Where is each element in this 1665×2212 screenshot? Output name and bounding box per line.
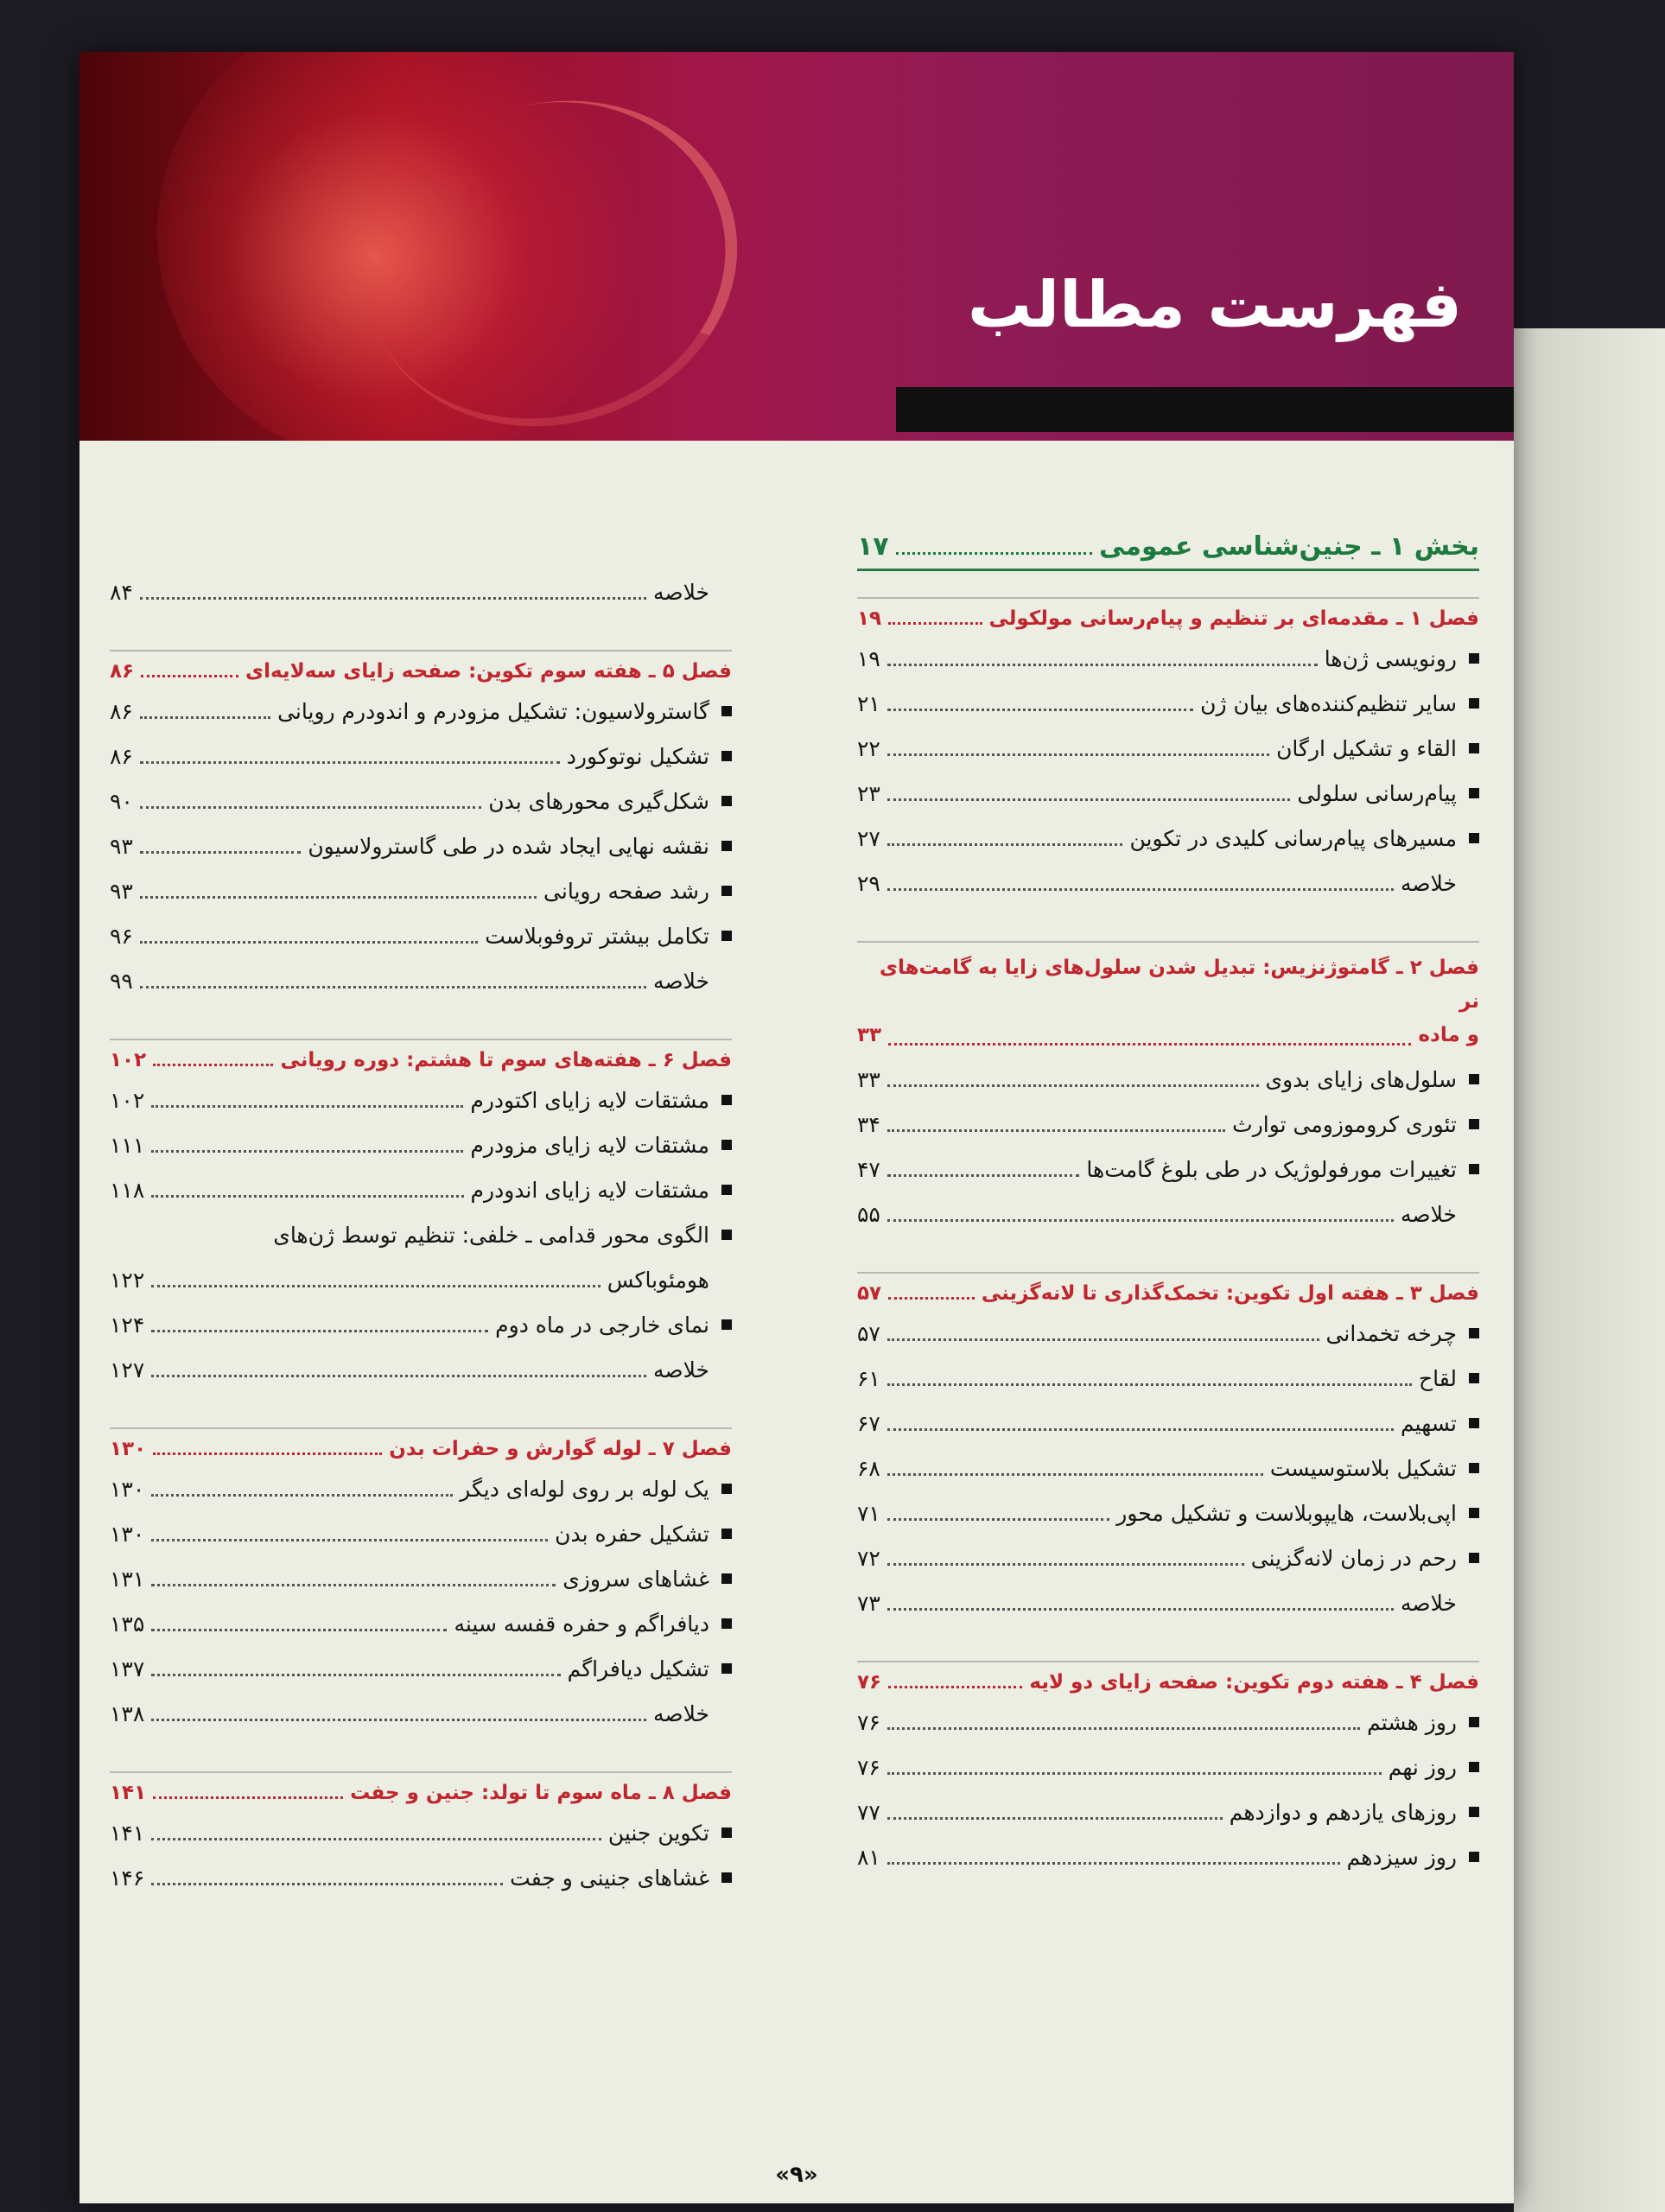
bullet-icon (721, 751, 732, 761)
dot-leader (140, 716, 270, 719)
entry-label: نقشه نهایی ایجاد شده در طی گاسترولاسیون (308, 834, 709, 859)
toc-entry (110, 690, 732, 734)
bullet-icon (721, 1827, 732, 1838)
entry-label: روزهای یازدهم و دوازدهم (1229, 1800, 1457, 1826)
chapter-heading (857, 1272, 1479, 1306)
toc-entry (110, 914, 732, 959)
dot-leader (151, 1285, 600, 1287)
entry-page: ۶۱ (857, 1366, 880, 1392)
bullet-icon (721, 1484, 732, 1494)
dot-leader (151, 1195, 463, 1198)
dot-leader (887, 1862, 1340, 1865)
entry-page: ۴۷ (857, 1157, 880, 1183)
entry-page: ۱۴۶ (110, 1866, 145, 1891)
dot-leader (888, 622, 982, 625)
entry-label: مسیرهای پیام‌رسانی کلیدی در تکوین (1129, 826, 1457, 851)
part-title: بخش ۱ ـ جنین‌شناسی عمومی (1099, 531, 1479, 562)
entry-page: ۸۱ (857, 1845, 880, 1871)
entry-label: خلاصه (652, 580, 709, 605)
toc-entry (857, 727, 1479, 772)
chapter-title-tail (857, 1019, 1479, 1052)
chapter-page: ۱۰۲ (110, 1049, 147, 1071)
entry-label: چرخه تخمدانی (1325, 1321, 1457, 1347)
dot-leader (140, 597, 646, 600)
entry-page: ۲۲ (857, 736, 880, 761)
toc-entry (857, 1491, 1479, 1536)
chapter-title-continued: و ماده (1418, 1024, 1479, 1047)
chapter-page: ۱۹ (857, 607, 882, 630)
chapter-heading (857, 597, 1479, 632)
dot-leader (887, 1219, 1394, 1222)
entry-label: تسهیم (1401, 1411, 1457, 1437)
bullet-icon (721, 1663, 732, 1674)
entry-label: مشتقات لایه زایای اندودرم (470, 1178, 709, 1203)
dot-leader (887, 1608, 1394, 1611)
toc-entry (110, 1557, 732, 1602)
bullet-icon (1469, 698, 1479, 709)
entry-label: مشتقات لایه زایای اکتودرم (470, 1088, 709, 1113)
toc-entry (110, 779, 732, 824)
entry-page: ۹۹ (110, 969, 133, 994)
entry-page: ۱۳۵ (110, 1611, 145, 1637)
entry-page: ۱۲۷ (110, 1357, 145, 1382)
entry-label: خلاصه (1400, 1591, 1457, 1617)
toc-entry (110, 824, 732, 869)
toc-entry (110, 1467, 732, 1512)
dot-leader (151, 1838, 601, 1840)
bullet-icon (721, 886, 732, 896)
dot-leader (153, 1064, 273, 1066)
entry-label: القاء و تشکیل ارگان (1276, 736, 1457, 761)
dot-leader (153, 1452, 382, 1455)
dot-leader (887, 1817, 1223, 1820)
entry-label: یک لوله بر روی لوله‌ای دیگر (460, 1477, 709, 1502)
bullet-icon (721, 841, 732, 851)
bullet-icon (721, 931, 732, 941)
entry-page: ۹۰ (110, 789, 133, 814)
chapter-title: فصل ۶ ـ هفته‌های سوم تا هشتم: دوره رویانی (280, 1049, 732, 1071)
toc-entry (110, 1213, 732, 1303)
page-number: «۹» (775, 2162, 818, 2188)
part-page: ۱۷ (857, 531, 889, 562)
dot-leader (887, 1174, 1080, 1177)
toc-entry (110, 734, 732, 779)
dot-leader (153, 1796, 343, 1799)
toc-entry (110, 1602, 732, 1647)
dot-leader (151, 1584, 556, 1586)
bullet-icon (721, 1319, 732, 1330)
toc-right-column (857, 531, 1479, 1880)
entry-page: ۱۳۷ (110, 1656, 145, 1681)
dot-leader (887, 1473, 1263, 1476)
entry-label: خلاصه (652, 969, 709, 994)
bullet-icon (721, 1618, 732, 1629)
toc-entry (110, 1856, 732, 1901)
dot-leader (140, 851, 301, 854)
header-accent-bar (896, 387, 1514, 432)
chapter-page: ۵۷ (857, 1282, 882, 1306)
entry-page: ۷۲ (857, 1546, 880, 1572)
entry-label: دیافراگم و حفره قفسه سینه (454, 1611, 709, 1637)
dot-leader (887, 1772, 1382, 1775)
dot-leader (887, 664, 1318, 666)
entry-page: ۲۹ (857, 871, 880, 896)
dot-leader (888, 1019, 1411, 1046)
dot-leader (140, 761, 560, 764)
chapter-title: فصل ۳ ـ هفته اول تکوین: تخمک‌گذاری تا لانه‌گزینی (981, 1282, 1479, 1306)
dot-leader (140, 941, 478, 944)
bullet-icon (1469, 1717, 1479, 1727)
toc-entry (857, 772, 1479, 817)
entry-label: پیام‌رسانی سلولی (1297, 781, 1457, 806)
toc-entry (857, 1446, 1479, 1491)
entry-label: روز سیزدهم (1346, 1845, 1457, 1871)
toc-entry (857, 1058, 1479, 1103)
entry-page: ۱۱۱ (110, 1133, 145, 1158)
entry-label: شکل‌گیری محورهای بدن (488, 789, 709, 814)
entry-page: ۱۹ (857, 646, 880, 671)
entry-page: ۶۸ (857, 1456, 880, 1482)
entry-label: مشتقات لایه زایای مزودرم (470, 1133, 709, 1158)
bullet-icon (1469, 1807, 1479, 1817)
dot-leader (887, 1129, 1225, 1132)
entry-page: ۱۳۰ (110, 1522, 145, 1547)
toc-entry (857, 637, 1479, 682)
summary-entry (857, 861, 1479, 906)
entry-page: ۲۳ (857, 781, 880, 806)
toc-entry (857, 1312, 1479, 1357)
entry-label: الگوی محور قدامی ـ خلفی: تنظیم توسط ژن‌های (273, 1223, 709, 1248)
toc-entry (857, 682, 1479, 727)
dot-leader (887, 1563, 1244, 1566)
dot-leader (151, 1539, 548, 1541)
dot-leader (140, 986, 646, 988)
entry-label: روز نهم (1388, 1755, 1457, 1781)
entry-label: تشکیل حفره بدن (555, 1522, 709, 1547)
entry-label: تغییرات مورفولوژیک در طی بلوغ گامت‌ها (1086, 1157, 1457, 1183)
bullet-icon (721, 1872, 732, 1883)
chapter-title: فصل ۱ ـ مقدمه‌ای بر تنظیم و پیام‌رسانی مولکولی (988, 607, 1479, 630)
dot-leader (887, 1518, 1109, 1521)
bullet-icon (1469, 743, 1479, 753)
chapter-page: ۱۴۱ (110, 1782, 147, 1804)
chapter-title: فصل ۴ ـ هفته دوم تکوین: صفحه زایای دو لایه (1029, 1671, 1479, 1694)
toc-entry (857, 1745, 1479, 1790)
entry-page: ۵۵ (857, 1202, 880, 1228)
entry-label: غشاهای سروزی (562, 1567, 709, 1592)
summary-entry (110, 570, 732, 615)
toc-entry (110, 1303, 732, 1348)
entry-label: غشاهای جنینی و جفت (510, 1866, 709, 1891)
dot-leader (151, 1674, 560, 1676)
entry-label-continued: هومئوباکس (607, 1268, 709, 1293)
chapter-page: ۸۶ (110, 660, 135, 683)
chapter-title: فصل ۷ ـ لوله گوارش و حفرات بدن (389, 1438, 732, 1460)
dot-leader (151, 1330, 488, 1332)
entry-label: رشد صفحه رویانی (543, 879, 709, 904)
chapter-page: ۷۶ (857, 1671, 882, 1694)
bullet-icon (1469, 1119, 1479, 1129)
dot-leader (151, 1105, 463, 1108)
bullet-icon (1469, 1508, 1479, 1518)
entry-page: ۱۳۱ (110, 1567, 145, 1592)
entry-page: ۷۶ (857, 1755, 880, 1781)
entry-label: رونویسی ژن‌ها (1324, 646, 1457, 671)
bullet-icon (721, 1230, 732, 1240)
dot-leader (151, 1629, 447, 1631)
entry-label: خلاصه (652, 1357, 709, 1382)
dot-leader (887, 1428, 1394, 1431)
part-heading (857, 531, 1479, 571)
entry-label: تکوین جنین (607, 1821, 709, 1846)
entry-page: ۹۳ (110, 879, 133, 904)
toc-page (79, 52, 1514, 2203)
entry-line (110, 1213, 732, 1258)
entry-page: ۳۴ (857, 1112, 880, 1138)
bullet-icon (721, 1140, 732, 1150)
entry-line (110, 1258, 732, 1303)
entry-label: لقاح (1418, 1366, 1457, 1392)
toc-left-column (110, 570, 732, 1901)
chapter-heading (110, 1039, 732, 1073)
summary-entry (857, 1192, 1479, 1237)
bullet-icon (1469, 788, 1479, 798)
chapter-heading (110, 1771, 732, 1806)
chapter-title: فصل ۵ ـ هفته سوم تکوین: صفحه زایای سه‌لایه‌ای (245, 660, 732, 683)
entry-page: ۵۷ (857, 1321, 880, 1347)
entry-page: ۳۳ (857, 1067, 880, 1093)
toc-entry (857, 1103, 1479, 1147)
entry-page: ۹۶ (110, 924, 133, 949)
bullet-icon (721, 1529, 732, 1539)
toc-entry (110, 1168, 732, 1213)
toc-entry (857, 1835, 1479, 1880)
entry-label: خلاصه (1400, 871, 1457, 896)
entry-label: سایر تنظیم‌کننده‌های بیان ژن (1200, 691, 1457, 716)
header-banner (79, 52, 1514, 441)
bullet-icon (1469, 1852, 1479, 1862)
entry-label: روز هشتم (1367, 1710, 1457, 1736)
entry-label: تشکیل دیافراگم (567, 1656, 709, 1681)
dot-leader (151, 1494, 453, 1497)
entry-page: ۱۲۴ (110, 1313, 145, 1338)
chapter-title: فصل ۲ ـ گامتوژنزیس: تبدیل شدن سلول‌های زایا به گامت‌های نر (879, 957, 1479, 1014)
page-title: فهرست مطالب (967, 268, 1462, 342)
toc-entry (857, 1402, 1479, 1446)
entry-page: ۲۷ (857, 826, 880, 851)
bullet-icon (721, 706, 732, 716)
bullet-icon (721, 1095, 732, 1105)
entry-page: ۱۱۸ (110, 1178, 145, 1203)
dot-leader (151, 1375, 646, 1377)
dot-leader (887, 1338, 1319, 1341)
dot-leader (896, 552, 1092, 555)
bullet-icon (1469, 653, 1479, 664)
chapter-page: ۳۳ (857, 1024, 882, 1047)
toc-entry (110, 1123, 732, 1168)
bullet-icon (1469, 1373, 1479, 1383)
toc-entry (857, 1790, 1479, 1835)
dot-leader (151, 1150, 463, 1153)
entry-label: خلاصه (1400, 1202, 1457, 1228)
bullet-icon (1469, 1762, 1479, 1772)
toc-entry (857, 1536, 1479, 1581)
dot-leader (887, 1727, 1360, 1730)
dot-leader (151, 1883, 503, 1885)
bullet-icon (721, 1573, 732, 1584)
entry-page: ۷۱ (857, 1501, 880, 1527)
summary-entry (110, 959, 732, 1004)
dot-leader (141, 675, 238, 677)
bullet-icon (1469, 1553, 1479, 1563)
dot-leader (887, 843, 1123, 846)
chapter-page: ۱۳۰ (110, 1438, 147, 1460)
dot-leader (140, 806, 481, 809)
dot-leader (888, 1686, 1022, 1688)
summary-entry (110, 1348, 732, 1393)
entry-page: ۶۷ (857, 1411, 880, 1437)
entry-page: ۷۳ (857, 1591, 880, 1617)
chapter-heading (110, 1427, 732, 1462)
dot-leader (888, 1297, 975, 1300)
toc-entry (110, 1078, 732, 1123)
entry-label: تئوری کروموزومی توارث (1232, 1112, 1457, 1138)
entry-page: ۷۶ (857, 1710, 880, 1736)
entry-label: اپی‌بلاست، هایپوبلاست و تشکیل محور (1116, 1501, 1457, 1527)
dot-leader (887, 1383, 1412, 1386)
entry-label: نمای خارجی در ماه دوم (495, 1313, 709, 1338)
dot-leader (140, 896, 537, 899)
entry-label: رحم در زمان لانه‌گزینی (1250, 1546, 1457, 1572)
chapter-heading (857, 941, 1479, 1052)
entry-page: ۹۳ (110, 834, 133, 859)
entry-label: تشکیل بلاستوسیست (1269, 1456, 1457, 1482)
bullet-icon (1469, 1463, 1479, 1473)
bullet-icon (1469, 833, 1479, 843)
toc-entry (110, 1647, 732, 1692)
bullet-icon (1469, 1328, 1479, 1338)
entry-label: تشکیل نوتوکورد (566, 744, 709, 769)
bullet-icon (721, 796, 732, 806)
toc-entry (857, 1700, 1479, 1745)
chapter-heading (110, 650, 732, 684)
entry-page: ۸۴ (110, 580, 133, 605)
bullet-icon (1469, 1164, 1479, 1174)
dot-leader (887, 709, 1193, 711)
dot-leader (887, 888, 1394, 891)
entry-page: ۱۰۲ (110, 1088, 145, 1113)
chapter-title: فصل ۸ ـ ماه سوم تا تولد: جنین و جفت (350, 1782, 732, 1804)
toc-entry (110, 869, 732, 914)
entry-page: ۸۶ (110, 744, 133, 769)
entry-page: ۲۱ (857, 691, 880, 716)
entry-label: خلاصه (652, 1701, 709, 1726)
bullet-icon (1469, 1418, 1479, 1428)
toc-entry (857, 817, 1479, 861)
facing-page (1514, 328, 1665, 2212)
dot-leader (887, 1084, 1259, 1087)
toc-entry (110, 1811, 732, 1856)
toc-entry (110, 1512, 732, 1557)
entry-page: ۱۳۰ (110, 1477, 145, 1502)
chapter-heading (857, 1661, 1479, 1695)
summary-entry (110, 1692, 732, 1737)
entry-page: ۱۲۲ (110, 1268, 145, 1293)
bullet-icon (721, 1185, 732, 1195)
toc-entry (857, 1357, 1479, 1402)
bullet-icon (1469, 1074, 1479, 1084)
dot-leader (887, 753, 1269, 756)
dot-leader (151, 1719, 646, 1721)
dot-leader (887, 798, 1291, 801)
entry-page: ۸۶ (110, 699, 133, 724)
toc-entry (857, 1147, 1479, 1192)
summary-entry (857, 1581, 1479, 1626)
entry-label: گاسترولاسیون: تشکیل مزودرم و اندودرم رویانی (277, 699, 709, 724)
entry-label: تکامل بیشتر تروفوبلاست (485, 924, 709, 949)
entry-label: سلول‌های زایای بدوی (1265, 1067, 1457, 1093)
entry-page: ۷۷ (857, 1800, 880, 1826)
entry-page: ۱۴۱ (110, 1821, 145, 1846)
entry-page: ۱۳۸ (110, 1701, 145, 1726)
